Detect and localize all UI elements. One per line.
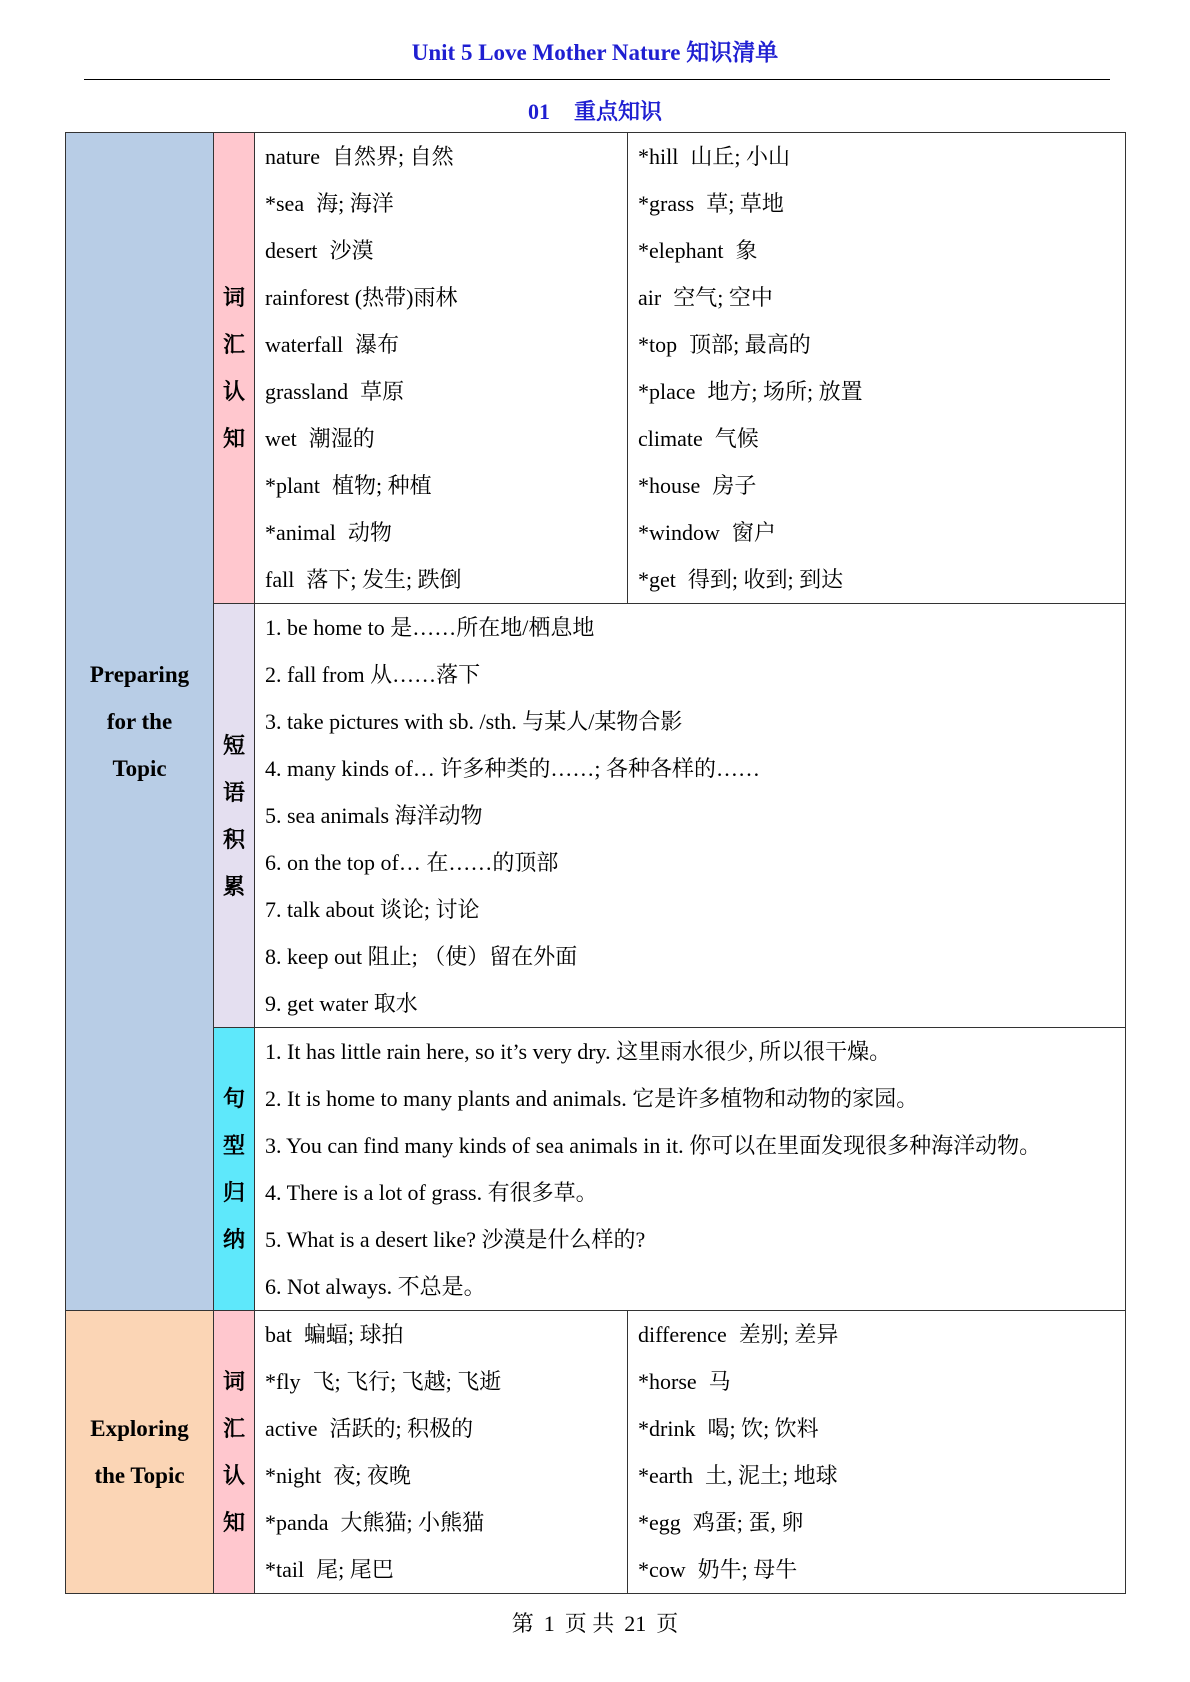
topic2-vocab-row xyxy=(66,1311,1126,1594)
vocab-en: *fly xyxy=(265,1369,301,1394)
vocab-left-column xyxy=(255,1311,628,1594)
page-number: 1 xyxy=(543,1611,555,1636)
vocab-zh: 夜; 夜晚 xyxy=(333,1463,411,1488)
vocab-zh: 象 xyxy=(735,238,758,263)
vocab-zh: 喝; 饮; 饮料 xyxy=(707,1416,819,1441)
vocab-item xyxy=(628,1405,1125,1452)
vocab-item xyxy=(255,321,627,368)
vocab-en: waterfall xyxy=(265,332,344,357)
phrase-item: 8. keep out 阻止; （使）留在外面 xyxy=(265,944,578,969)
vocab-item xyxy=(628,133,1125,180)
sentence-item: 5. What is a desert like? 沙漠是什么样的? xyxy=(265,1227,646,1252)
vocab-en: *get xyxy=(638,567,676,592)
vocab-zh: 飞; 飞行; 飞越; 飞逝 xyxy=(312,1369,502,1394)
vocab-zh: 海; 海洋 xyxy=(316,191,394,216)
vocab-en: desert xyxy=(265,238,318,263)
sentence-item: 6. Not always. 不总是。 xyxy=(265,1274,486,1299)
vocab-item xyxy=(628,1546,1125,1593)
vocab-zh: 潮湿的 xyxy=(308,426,375,451)
vocab-en: nature xyxy=(265,144,320,169)
phrase-item: 1. be home to 是……所在地/栖息地 xyxy=(265,615,595,640)
vocab-zh: 顶部; 最高的 xyxy=(689,332,811,357)
vocab-item xyxy=(628,180,1125,227)
vocab-zh: 活跃的; 积极的 xyxy=(329,1416,474,1441)
vocab-item xyxy=(255,274,627,321)
topic1-phrase-row xyxy=(66,604,1126,1028)
vocab-en: *night xyxy=(265,1463,322,1488)
header-divider xyxy=(84,79,1110,80)
vocab-item xyxy=(628,321,1125,368)
vocab-zh: 蝙蝠; 球拍 xyxy=(303,1322,404,1347)
vocab-item xyxy=(255,415,627,462)
vocab-zh: 草; 草地 xyxy=(706,191,784,216)
topic-label-line: the Topic xyxy=(94,1463,185,1488)
vocab-zh: 地方; 场所; 放置 xyxy=(707,379,863,404)
vocab-item xyxy=(255,1452,627,1499)
vocab-en: rainforest (热带)雨林 xyxy=(265,285,458,310)
vocab-zh: 得到; 收到; 到达 xyxy=(687,567,844,592)
vocab-zh: 尾; 尾巴 xyxy=(316,1557,394,1582)
category-label: 短语积累 xyxy=(222,732,245,899)
vocab-item xyxy=(255,133,627,180)
section-title: 重点知识 xyxy=(573,99,662,124)
sentence-item: 4. There is a lot of grass. 有很多草。 xyxy=(265,1180,598,1205)
vocab-item xyxy=(628,415,1125,462)
vocab-item xyxy=(255,1546,627,1593)
vocab-zh: 奶牛; 母牛 xyxy=(697,1557,798,1582)
phrase-item: 7. talk about 谈论; 讨论 xyxy=(265,897,480,922)
topic1-sentence-row xyxy=(66,1028,1126,1311)
vocab-item xyxy=(628,462,1125,509)
vocab-en: *panda xyxy=(265,1510,329,1535)
vocab-zh: 土, 泥土; 地球 xyxy=(704,1463,838,1488)
vocab-en: wet xyxy=(265,426,297,451)
vocab-item xyxy=(628,1499,1125,1546)
footer-suffix: 页 xyxy=(656,1611,679,1636)
vocab-en: *house xyxy=(638,473,701,498)
vocab-en: *sea xyxy=(265,191,305,216)
topic-label-exploring xyxy=(66,1311,214,1594)
vocab-zh: 气候 xyxy=(714,426,759,451)
vocab-item xyxy=(255,556,627,603)
vocab-zh: 差别; 差异 xyxy=(738,1322,839,1347)
vocab-item xyxy=(255,180,627,227)
vocab-zh: 大熊猫; 小熊猫 xyxy=(340,1510,485,1535)
footer-prefix: 第 xyxy=(511,1611,534,1636)
category-label: 词汇认知 xyxy=(222,1369,245,1535)
vocab-en: *animal xyxy=(265,520,336,545)
category-sentences xyxy=(214,1028,255,1311)
vocab-en: *drink xyxy=(638,1416,696,1441)
vocab-zh: 鸡蛋; 蛋, 卵 xyxy=(692,1510,804,1535)
vocab-en: *hill xyxy=(638,144,679,169)
vocab-item xyxy=(628,274,1125,321)
vocab-zh: 窗户 xyxy=(731,520,776,545)
vocab-en: air xyxy=(638,285,662,310)
vocab-item xyxy=(255,1311,627,1358)
topic-label-line: Exploring xyxy=(90,1416,189,1441)
vocab-en: bat xyxy=(265,1322,292,1347)
phrase-item: 5. sea animals 海洋动物 xyxy=(265,803,483,828)
vocab-zh: 房子 xyxy=(712,473,757,498)
phrase-item: 6. on the top of… 在……的顶部 xyxy=(265,850,559,875)
vocab-en: *elephant xyxy=(638,238,724,263)
vocab-item xyxy=(628,509,1125,556)
vocab-zh: 瀑布 xyxy=(355,332,400,357)
page-footer xyxy=(0,1607,1190,1638)
vocab-en: climate xyxy=(638,426,703,451)
document-title: Unit 5 Love Mother Nature 知识清单 xyxy=(411,40,779,65)
vocab-left-column xyxy=(255,133,628,604)
vocab-en: *cow xyxy=(638,1557,686,1582)
vocab-zh: 沙漠 xyxy=(329,238,374,263)
vocab-zh: 植物; 种植 xyxy=(332,473,432,498)
topic-label-line: Topic xyxy=(112,756,167,781)
vocab-zh: 草原 xyxy=(360,379,405,404)
category-vocab xyxy=(214,133,255,604)
sentence-item: 2. It is home to many plants and animals. 它是许多植物和动物的家园。 xyxy=(265,1086,919,1111)
vocab-en: *egg xyxy=(638,1510,681,1535)
vocab-item xyxy=(255,368,627,415)
section-number: 01 xyxy=(527,99,550,124)
vocab-en: *plant xyxy=(265,473,320,498)
vocab-zh: 落下; 发生; 跌倒 xyxy=(306,567,462,592)
phrase-item: 4. many kinds of… 许多种类的……; 各种各样的…… xyxy=(265,756,760,781)
vocab-en: *grass xyxy=(638,191,695,216)
sentence-list xyxy=(255,1028,1126,1311)
vocab-item xyxy=(255,227,627,274)
vocab-item xyxy=(255,462,627,509)
vocab-item xyxy=(255,1405,627,1452)
phrase-list xyxy=(255,604,1126,1028)
vocab-item xyxy=(628,556,1125,603)
vocab-en: *horse xyxy=(638,1369,697,1394)
vocab-en: *tail xyxy=(265,1557,305,1582)
vocab-zh: 马 xyxy=(708,1369,731,1394)
vocab-en: grassland xyxy=(265,379,349,404)
vocab-item xyxy=(628,368,1125,415)
footer-mid: 页 共 xyxy=(564,1611,615,1636)
topic1-vocab-row xyxy=(66,133,1126,604)
vocab-zh: 山丘; 小山 xyxy=(690,144,790,169)
vocab-item xyxy=(255,1358,627,1405)
phrase-item: 3. take pictures with sb. /sth. 与某人/某物合影 xyxy=(265,709,683,734)
sentence-item: 3. You can find many kinds of sea animals in it. 你可以在里面发现很多种海洋动物。 xyxy=(265,1133,1042,1158)
category-vocab xyxy=(214,1311,255,1594)
sentence-item: 1. It has little rain here, so it’s very dry. 这里雨水很少, 所以很干燥。 xyxy=(265,1039,892,1064)
category-label: 句型归纳 xyxy=(222,1086,245,1252)
topic-label-line: Preparing xyxy=(89,662,190,687)
knowledge-table xyxy=(65,132,1126,1594)
vocab-en: *top xyxy=(638,332,678,357)
category-phrases xyxy=(214,604,255,1028)
vocab-item xyxy=(628,1311,1125,1358)
vocab-en: *earth xyxy=(638,1463,693,1488)
section-heading xyxy=(0,95,1190,126)
vocab-zh: 空气; 空中 xyxy=(673,285,773,310)
topic-label-preparing xyxy=(66,133,214,1311)
vocab-zh: 动物 xyxy=(347,520,392,545)
vocab-item xyxy=(255,509,627,556)
vocab-item xyxy=(255,1499,627,1546)
vocab-en: fall xyxy=(265,567,295,592)
vocab-item xyxy=(628,227,1125,274)
vocab-right-column xyxy=(628,133,1126,604)
category-label: 词汇认知 xyxy=(222,285,245,451)
vocab-item xyxy=(628,1452,1125,1499)
vocab-en: *place xyxy=(638,379,696,404)
vocab-zh: 自然界; 自然 xyxy=(331,144,454,169)
vocab-right-column xyxy=(628,1311,1126,1594)
vocab-item xyxy=(628,1358,1125,1405)
topic-label-line: for the xyxy=(106,709,173,734)
page-total: 21 xyxy=(624,1611,647,1636)
vocab-en: difference xyxy=(638,1322,727,1347)
phrase-item: 9. get water 取水 xyxy=(265,991,418,1016)
vocab-en: active xyxy=(265,1416,318,1441)
vocab-en: *window xyxy=(638,520,720,545)
phrase-item: 2. fall from 从……落下 xyxy=(265,662,481,687)
